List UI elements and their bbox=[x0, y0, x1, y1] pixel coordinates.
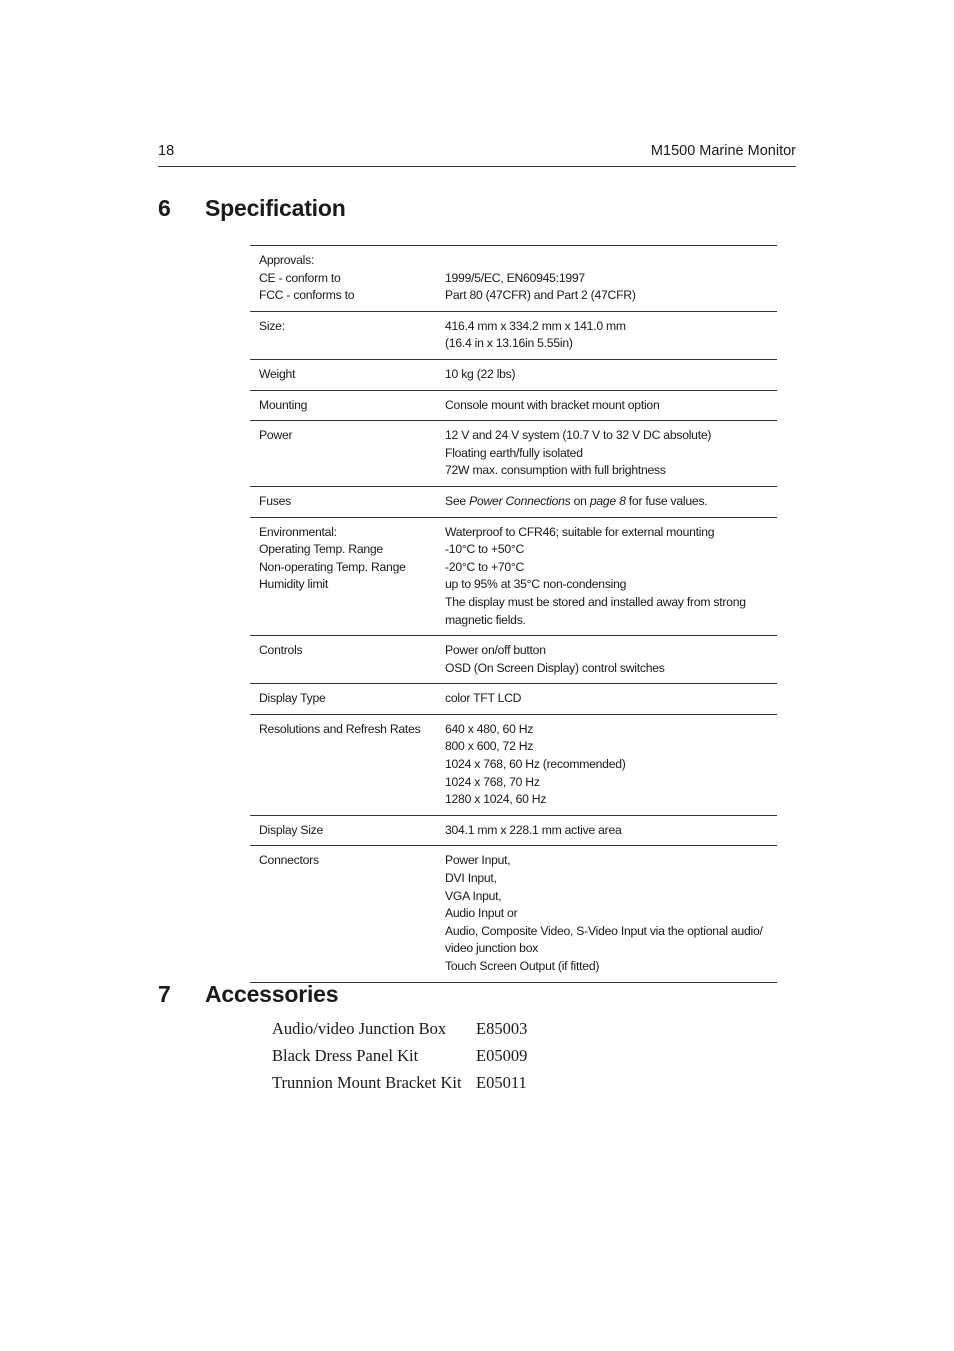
specification-table bbox=[250, 245, 777, 983]
spec-row-display-size bbox=[250, 815, 777, 846]
spec-value: color TFT LCD bbox=[436, 684, 777, 715]
spec-label: Display Size bbox=[250, 815, 436, 846]
spec-row-fuses bbox=[250, 486, 777, 517]
spec-label: Power bbox=[250, 421, 436, 487]
spec-row-display-type bbox=[250, 684, 777, 715]
accessory-name: Audio/video Junction Box bbox=[272, 1019, 447, 1038]
spec-value: 10 kg (22 lbs) bbox=[436, 359, 777, 390]
spec-value: Waterproof to CFR46; suitable for external mounting -10°C to +50°C -20°C to +70°C up to 95% at 35°C non-condensing The display must be stored and installed away from strong magnetic fields. bbox=[436, 517, 777, 636]
spec-row-resolutions bbox=[250, 714, 777, 815]
section-title: Accessories bbox=[205, 981, 339, 1007]
spec-row-environmental bbox=[250, 517, 777, 636]
spec-row-controls bbox=[250, 636, 777, 684]
page-number: 18 bbox=[158, 143, 175, 159]
spec-value: 304.1 mm x 228.1 mm active area bbox=[436, 815, 777, 846]
accessory-name: Black Dress Panel Kit bbox=[272, 1046, 419, 1065]
page-header bbox=[158, 141, 796, 167]
cross-reference-link[interactable]: Power Connections bbox=[469, 493, 571, 508]
spec-value: Power Input, DVI Input, VGA Input, Audio Input or Audio, Composite Video, S-Video Input via the optional audio/ video junction box Touch Screen Output (if fitted) bbox=[436, 846, 777, 982]
spec-value: 416.4 mm x 334.2 mm x 141.0 mm (16.4 in x 13.16in 5.55in) bbox=[436, 311, 777, 359]
section-title: Specification bbox=[205, 195, 346, 221]
page-reference-link[interactable]: page 8 bbox=[589, 493, 626, 508]
accessory-part-number: E05009 bbox=[476, 1046, 528, 1065]
spec-label: Weight bbox=[250, 359, 436, 390]
spec-row-mounting bbox=[250, 390, 777, 421]
section-heading-accessories bbox=[158, 981, 338, 1008]
spec-value: 12 V and 24 V system (10.7 V to 32 V DC absolute) Floating earth/fully isolated 72W max. consumption with full brightness bbox=[436, 421, 777, 487]
spec-label: Size: bbox=[250, 311, 436, 359]
spec-label: Connectors bbox=[250, 846, 436, 982]
spec-value: See Power Connections on page 8 for fuse values. bbox=[436, 486, 777, 517]
spec-label: Resolutions and Refresh Rates bbox=[250, 714, 436, 815]
spec-row-size bbox=[250, 311, 777, 359]
spec-label: Controls bbox=[250, 636, 436, 684]
section-number: 6 bbox=[158, 195, 171, 221]
spec-label: Approvals: CE - conform to FCC - conforms to bbox=[250, 246, 436, 312]
section-heading-specification bbox=[158, 195, 346, 222]
spec-value: Console mount with bracket mount option bbox=[436, 390, 777, 421]
spec-label: Fuses bbox=[250, 486, 436, 517]
spec-row-connectors bbox=[250, 846, 777, 982]
spec-value: 1999/5/EC, EN60945:1997 Part 80 (47CFR) and Part 2 (47CFR) bbox=[436, 246, 777, 312]
document-title: M1500 Marine Monitor bbox=[650, 143, 796, 159]
spec-label: Environmental: Operating Temp. Range Non-operating Temp. Range Humidity limit bbox=[250, 517, 436, 636]
spec-value: 640 x 480, 60 Hz 800 x 600, 72 Hz 1024 x 768, 60 Hz (recommended) 1024 x 768, 70 Hz 1280 x 1024, 60 Hz bbox=[436, 714, 777, 815]
spec-value: Power on/off button OSD (On Screen Display) control switches bbox=[436, 636, 777, 684]
spec-row-approvals bbox=[250, 246, 777, 312]
section-number: 7 bbox=[158, 981, 171, 1007]
spec-label: Mounting bbox=[250, 390, 436, 421]
accessory-part-number: E85003 bbox=[476, 1019, 528, 1038]
spec-row-weight bbox=[250, 359, 777, 390]
spec-row-power bbox=[250, 421, 777, 487]
accessory-part-number: E05011 bbox=[476, 1073, 527, 1092]
accessory-name: Trunnion Mount Bracket Kit bbox=[272, 1073, 462, 1092]
spec-label: Display Type bbox=[250, 684, 436, 715]
